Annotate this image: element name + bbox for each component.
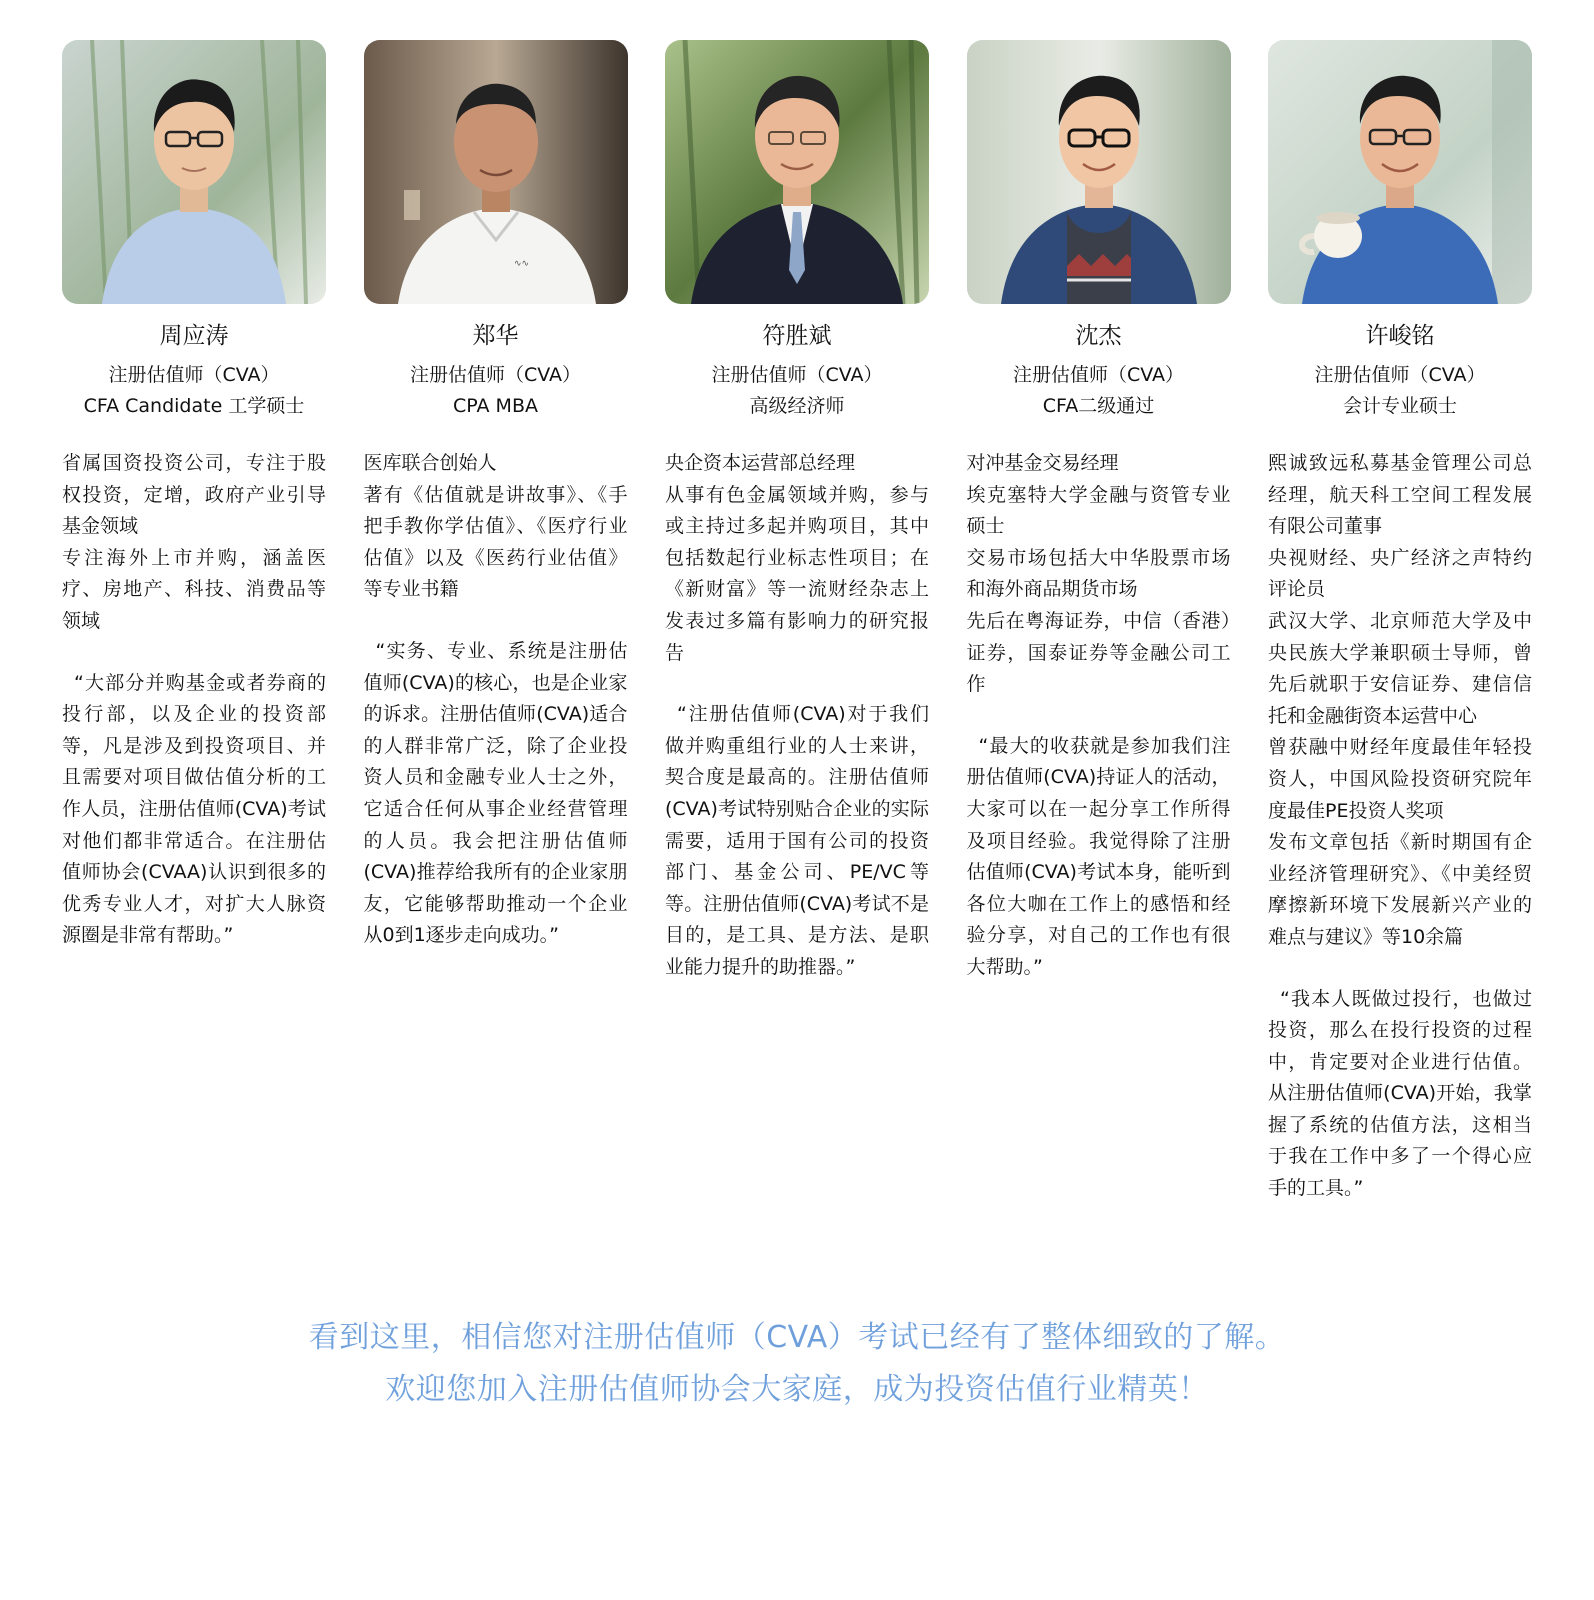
credential-line: 注册估值师（CVA） bbox=[711, 364, 883, 386]
person-bio bbox=[62, 448, 326, 638]
credential-line: 注册估值师（CVA） bbox=[108, 364, 280, 386]
bio-line: 著有《估值就是讲故事》、《手把手教你学估值》、《医疗行业估值》以及《医药行业估值》等专业书籍 bbox=[363, 483, 628, 601]
bio-line: 曾获融中财经年度最佳年轻投资人，中国风险投资研究院年度最佳PE投资人奖项 bbox=[1268, 736, 1532, 822]
person-card bbox=[364, 40, 628, 1205]
person-card bbox=[967, 40, 1231, 1205]
portrait-image bbox=[1268, 40, 1532, 304]
bio-line: 武汉大学、北京师范大学及中央民族大学兼职硕士导师，曾先后就职于安信证券、建信信托和金融街资本运营中心 bbox=[1268, 609, 1532, 727]
credential-line: 注册估值师（CVA） bbox=[1012, 364, 1185, 386]
bio-line: 埃克塞特大学金融与资管专业硕士 bbox=[966, 483, 1231, 538]
bio-line: 专注海外上市并购，涵盖医疗、房地产、科技、消费品等领域 bbox=[62, 546, 326, 632]
portrait-image bbox=[62, 40, 326, 304]
credential-line: 注册估值师（CVA） bbox=[409, 364, 582, 386]
credential-line: CPA MBA bbox=[453, 395, 538, 417]
person-name: 郑华 bbox=[472, 323, 519, 349]
person-card bbox=[1268, 40, 1532, 1205]
portrait-image bbox=[967, 40, 1231, 304]
bio-line: 熙诚致远私募基金管理公司总经理，航天科工空间工程发展有限公司董事 bbox=[1268, 452, 1532, 538]
closing-message bbox=[0, 1312, 1594, 1416]
person-quote: “注册估值师(CVA)对于我们做并购重组行业的人士来讲，契合度是最高的。注册估值师(CVA)考试特别贴合企业的实际需要，适用于国有公司的投资部门、基金公司、PE/VC等等。注册估值师(CVA)考试不是目的，是工具、是方法、是职业能力提升的助推器。” bbox=[665, 703, 929, 978]
person-credentials bbox=[967, 360, 1231, 422]
person-name: 符胜斌 bbox=[762, 323, 832, 349]
testimonial-grid bbox=[62, 40, 1532, 1205]
person-card bbox=[62, 40, 326, 1205]
person-credentials bbox=[1268, 360, 1532, 422]
bio-line: 发布文章包括《新时期国有企业经济管理研究》、《中美经贸摩擦新环境下发展新兴产业的难点与建议》等10余篇 bbox=[1268, 831, 1532, 948]
bio-line: 对冲基金交易经理 bbox=[966, 452, 1119, 474]
person-name: 沈杰 bbox=[1075, 323, 1122, 349]
person-credentials bbox=[62, 360, 326, 422]
person-quote: “最大的收获就是参加我们注册估值师(CVA)持证人的活动，大家可以在一起分享工作所得及项目经验。我觉得除了注册估值师(CVA)考试本身，能听到各位大咖在工作上的感悟和经验分享，对自己的工作也有很大帮助。” bbox=[966, 734, 1231, 978]
person-bio bbox=[967, 448, 1231, 701]
person-photo bbox=[1268, 40, 1532, 304]
person-name: 周应涛 bbox=[159, 323, 229, 349]
bio-line: 医库联合创始人 bbox=[363, 452, 497, 474]
person-photo bbox=[364, 40, 628, 304]
person-credentials bbox=[364, 360, 628, 422]
person-photo bbox=[62, 40, 326, 304]
svg-text:∿∿: ∿∿ bbox=[513, 259, 529, 269]
person-name: 许峻铭 bbox=[1365, 323, 1435, 349]
bio-line: 从事有色金属领域并购，参与或主持过多起并购项目，其中包括数起行业标志性项目；在《新财富》等一流财经杂志上发表过多篇有影响力的研究报告 bbox=[665, 483, 929, 664]
credential-line: 注册估值师（CVA） bbox=[1314, 364, 1486, 386]
credential-line: CFA二级通过 bbox=[1042, 395, 1155, 417]
credential-line: CFA Candidate 工学硕士 bbox=[83, 395, 305, 417]
person-quote: “我本人既做过投行，也做过投资，那么在投行投资的过程中，肯定要对企业进行估值。从注册估值师(CVA)开始，我掌握了系统的估值方法，这相当于我在工作中多了一个得心应手的工具。” bbox=[1268, 987, 1532, 1200]
portrait-image bbox=[364, 40, 628, 304]
bio-line: 先后在粤海证券，中信（香港）证券，国泰证券等金融公司工作 bbox=[966, 609, 1231, 696]
person-photo bbox=[665, 40, 929, 304]
credential-line: 高级经济师 bbox=[749, 395, 845, 417]
person-photo bbox=[967, 40, 1231, 304]
person-quote: “大部分并购基金或者券商的投行部，以及企业的投资部等，凡是涉及到投资项目、并且需要对项目做估值分析的工作人员，注册估值师(CVA)考试对他们都非常适合。在注册估值师协会(CVAA)认识到很多的优秀专业人才，对扩大人脉资源圈是非常有帮助。” bbox=[62, 671, 326, 947]
closing-line: 欢迎您加入注册估值师协会大家庭，成为投资估值行业精英！ bbox=[385, 1372, 1209, 1407]
person-card bbox=[665, 40, 929, 1205]
credential-line: 会计专业硕士 bbox=[1342, 395, 1457, 417]
portrait-image bbox=[665, 40, 929, 304]
bio-line: 省属国资投资公司，专注于股权投资，定增，政府产业引导基金领域 bbox=[62, 452, 326, 538]
person-bio bbox=[364, 448, 628, 606]
person-quote: “实务、专业、系统是注册估值师(CVA)的核心，也是企业家的诉求。注册估值师(CVA)适合的人群非常广泛，除了企业投资人员和金融专业人士之外，它适合任何从事企业经营管理的人员。我会把注册估值师(CVA)推荐给我所有的企业家朋友，它能够帮助推动一个企业从0到1逐步走向成功。” bbox=[363, 639, 628, 947]
person-credentials bbox=[665, 360, 929, 422]
bio-line: 交易市场包括大中华股票市场和海外商品期货市场 bbox=[966, 546, 1231, 601]
bio-line: 央视财经、央广经济之声特约评论员 bbox=[1268, 546, 1532, 601]
person-bio bbox=[1268, 448, 1532, 954]
bio-line: 央企资本运营部总经理 bbox=[665, 452, 856, 474]
closing-line: 看到这里，相信您对注册估值师（CVA）考试已经有了整体细致的了解。 bbox=[308, 1320, 1286, 1355]
person-bio bbox=[665, 448, 929, 669]
